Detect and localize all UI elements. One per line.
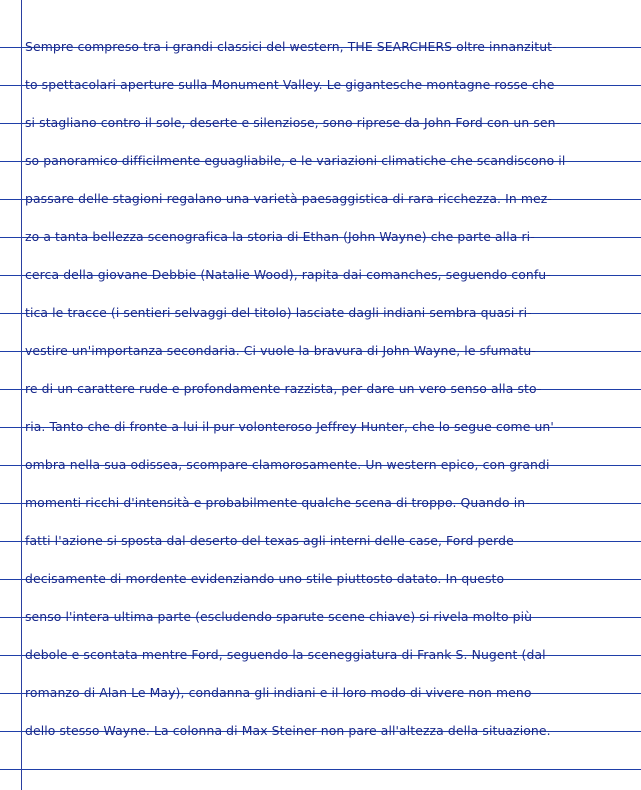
margin-rule — [21, 0, 22, 790]
text-line: ombra nella sua odissea, scompare clamorosamente. Un western epico, con grandi — [25, 457, 550, 472]
text-line: decisamente di mordente evidenziando uno stile piuttosto datato. In questo — [25, 571, 505, 586]
text-line: re di un carattere rude e profondamente razzista, per dare un vero senso alla sto- — [25, 381, 542, 396]
text-line: zo a tanta bellezza scenografica la storia di Ethan (John Wayne) che parte alla ri- — [25, 229, 535, 244]
text-line: passare delle stagioni regalano una varietà paesaggistica di rara ricchezza. In mez- — [25, 191, 552, 206]
text-line: so panoramico difficilmente eguagliabile, e le variazioni climatiche che scandiscono il — [25, 153, 566, 168]
text-line: Sempre compreso tra i grandi classici del western, THE SEARCHERS oltre innanzitut- — [25, 39, 557, 54]
text-line: vestire un'importanza secondaria. Ci vuole la bravura di John Wayne, le sfumatu- — [25, 343, 536, 358]
text-line: dello stesso Wayne. La colonna di Max Steiner non pare all'altezza della situazione. — [25, 723, 551, 738]
text-line: senso l'intera ultima parte (escludendo sparute scene chiave) si rivela molto più — [25, 609, 533, 624]
text-line: cerca della giovane Debbie (Natalie Wood), rapita dai comanches, seguendo confu- — [25, 267, 551, 282]
text-line: debole e scontata mentre Ford, seguendo la sceneggiatura di Frank S. Nugent (dal — [25, 647, 546, 662]
text-line: si stagliano contro il sole, deserte e silenziose, sono riprese da John Ford con un sen- — [25, 115, 561, 130]
text-line: romanzo di Alan Le May), condanna gli indiani e il loro modo di vivere non meno — [25, 685, 532, 700]
text-line: fatti l'azione si sposta dal deserto del texas agli interni delle case, Ford perde — [25, 533, 514, 548]
text-line: to spettacolari aperture sulla Monument Valley. Le gigantesche montagne rosse che — [25, 77, 555, 92]
text-line: tica le tracce (i sentieri selvaggi del titolo) lasciate dagli indiani sembra quasi ri- — [25, 305, 532, 320]
text-line: momenti ricchi d'intensità e probabilmente qualche scena di troppo. Quando in- — [25, 495, 530, 510]
handwritten-text — [25, 36, 637, 758]
text-line: ria. Tanto che di fronte a lui il pur volonteroso Jeffrey Hunter, che lo segue come un' — [25, 419, 554, 434]
